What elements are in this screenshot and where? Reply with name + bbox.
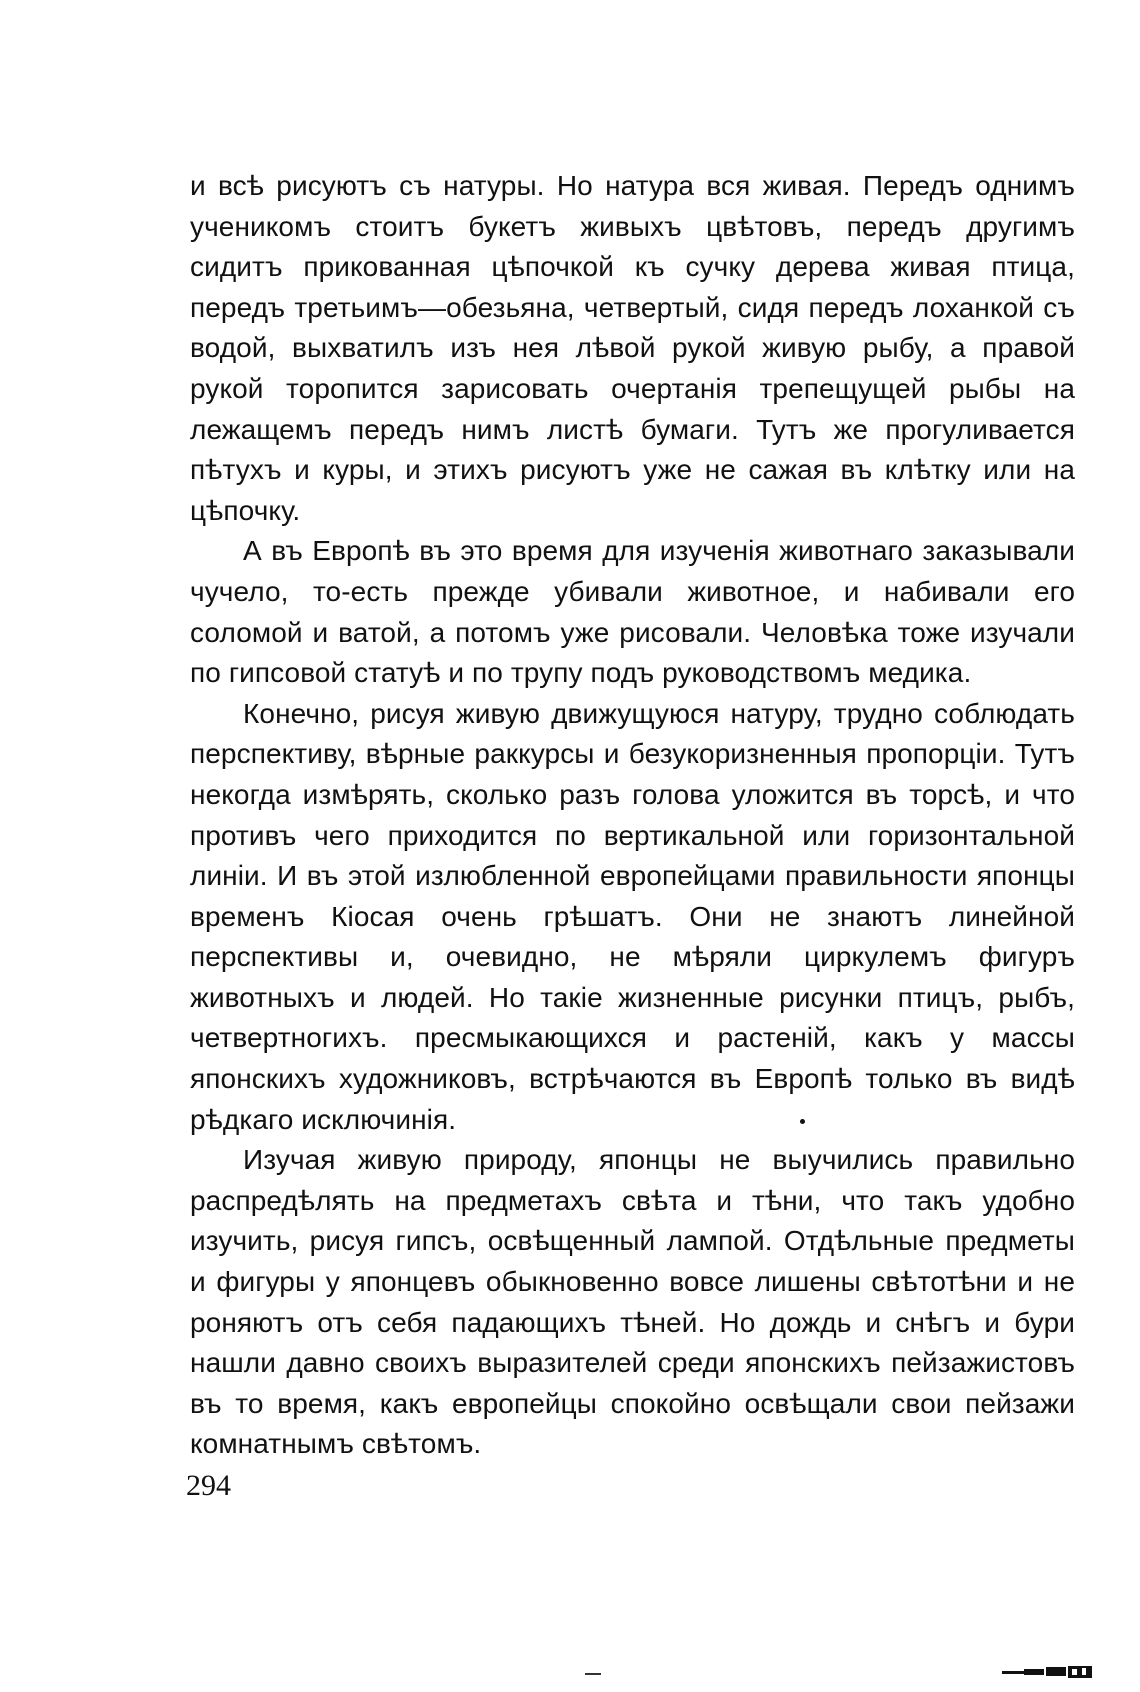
paragraph-4: Изучая живую природу, японцы не выучились правильно распредѣлять на предметахъ свѣта и тѣни, что такъ удобно изучить, рисуя гипсъ, освѣщенный лампой. Отдѣльные предметы и фигуры у японцевъ обыкновенно вовсе лишены свѣтотѣни и не роняютъ отъ себя падающихъ тѣней. Но дождь и снѣгъ и бури нашли давно своихъ выразителей среди японскихъ пейзажистовъ въ то время, какъ европейцы спокойно освѣщали свои пейзажи комнатнымъ свѣтомъ.	[190, 1144, 1075, 1460]
ink-speck	[800, 1119, 805, 1124]
paragraph-3: Конечно, рисуя живую движущуюся натуру, трудно соблюдать перспективу, вѣрные раккурсы и безукоризненныя пропорціи. Тутъ некогда измѣрять, сколько разъ голова уложится въ торсѣ, и что противъ чего приходится по вертикальной или горизонтальной линіи. И въ этой излюбленной европейцами правильности японцы временъ Кіосая очень грѣшатъ. Они не знаютъ линейной перспективы и, очевидно, не мѣряли циркулемъ фигуръ животныхъ и людей. Но такіе жизненные рисунки птицъ, рыбъ, четвертногихъ. пресмыкающихся и растеній, какъ у массы японскихъ художниковъ, встрѣчаются въ Европѣ только въ видѣ рѣдкаго исключинія.	[190, 697, 1075, 1135]
footer-dash-mark	[585, 1673, 601, 1675]
page-number: 294	[186, 1469, 231, 1502]
body-text	[190, 166, 1075, 1465]
footer-ornament-icon	[1002, 1665, 1094, 1679]
paragraph-2: А въ Европѣ въ это время для изученія животнаго заказывали чучело, то-есть прежде убивали животное, и набивали его соломой и ватой, а потомъ уже рисовали. Человѣка тоже изучали по гипсовой статуѣ и по трупу подъ руководствомъ медика.	[190, 535, 1075, 689]
paragraph-1: и всѣ рисуютъ съ натуры. Но натура вся живая. Передъ однимъ ученикомъ стоитъ букетъ живыхъ цвѣтовъ, передъ другимъ сидитъ прикованная цѣпочкой къ сучку дерева живая птица, передъ третьимъ—обезьяна, четвертый, сидя передъ лоханкой съ водой, выхватилъ изъ нея лѣвой рукой живую рыбу, а правой рукой торопится зарисовать очертанія трепещущей рыбы на лежащемъ передъ нимъ листѣ бумаги. Тутъ же прогуливается пѣтухъ и куры, и этихъ рисуютъ уже не сажая въ клѣтку или на цѣпочку.	[190, 170, 1075, 526]
